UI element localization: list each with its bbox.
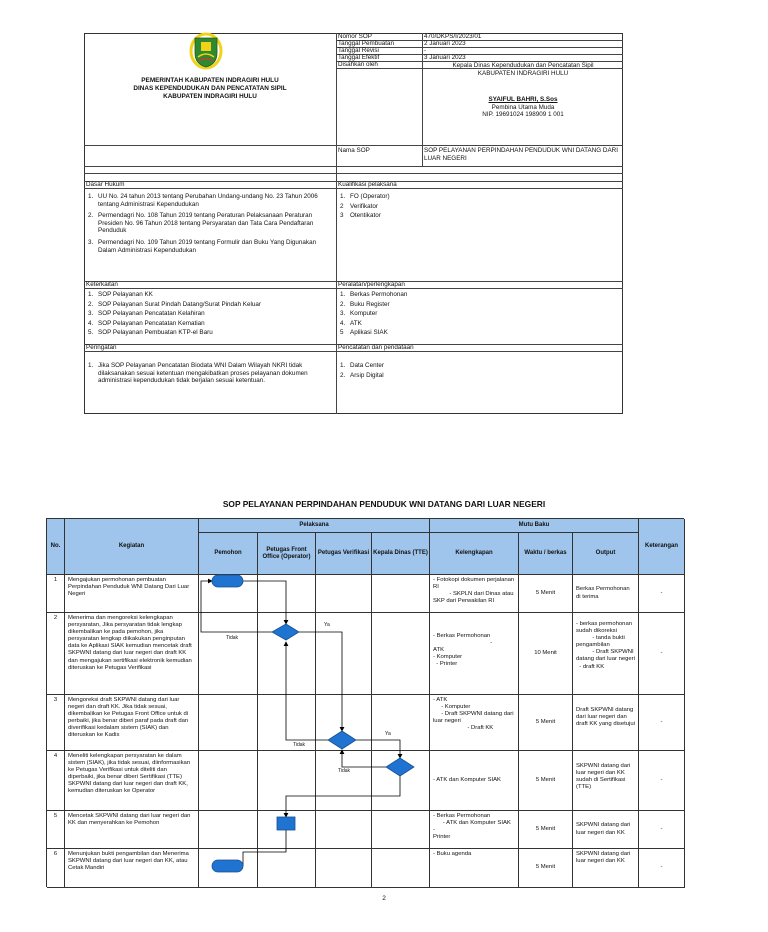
connector-tidak-to-pemohon xyxy=(201,581,272,632)
list-item: 2. Arsip Digital xyxy=(340,371,384,379)
header-kegiatan: Kegiatan xyxy=(65,519,199,575)
header-keterangan: Keterangan xyxy=(639,519,685,575)
list-item: 3. SOP Pelayanan Pencatatan Kelahiran xyxy=(88,310,205,318)
header-pemohon: Pemohon xyxy=(199,533,258,575)
end-terminator-shape xyxy=(212,860,243,872)
row-kelengkapan: - ATK - Komputer - Draft SKPWNI datang dari luar negeri - Draft KK xyxy=(430,695,519,751)
row-waktu: 5 Menit xyxy=(519,751,573,811)
list-item: 1. UU No. 24 tahun 2013 tentang Perubahan Undang-undang No. 23 Tahun 2006 tentang Administrasi Kependudukan xyxy=(88,193,318,208)
row-output: SKPWNI datang dari luar negeri dan KK xyxy=(573,849,639,888)
row-keterangan: - xyxy=(639,575,685,613)
list-item: 2 Verifikator xyxy=(340,202,378,210)
row-kegiatan: Menunjukan bukti pengambilan dan Menerima SKPWNI datang dari luar negeri dan KK, atau Cetak Mandiri xyxy=(65,849,199,888)
header-kelengkapan: Kelengkapan xyxy=(430,533,519,575)
row-keterangan: - xyxy=(639,811,685,849)
flow-title: SOP PELAYANAN PERPINDAHAN PENDUDUK WNI DATANG DARI LUAR NEGERI xyxy=(222,499,546,509)
connector-4-back xyxy=(342,750,386,767)
row-no: 3 xyxy=(47,695,65,751)
row-keterangan: - xyxy=(639,751,685,811)
row-kelengkapan: - ATK dan Komputer SIAK xyxy=(430,751,519,811)
header-no: No. xyxy=(47,519,65,575)
list-item: 4. SOP Pelayanan Pencatatan Kematian xyxy=(88,319,205,327)
approver-block: Kepala Dinas Kependudukan dan Pencatatan Sipil KABUPATEN INDRAGIRI HULU SYAIFUL BAHRI, S.Sos Pembina Utama Muda NIP. 19691024 198909 1 001 xyxy=(424,62,622,119)
connector-4-5 xyxy=(286,776,400,817)
list-item: 3. Komputer xyxy=(340,310,378,318)
dasar-hukum-label: Dasar Hukum xyxy=(86,181,125,188)
row-kelengkapan: - Fotokopi dokumen perjalanan RI - SKPLN dari Dinas atau SKP dari Perwakilan RI xyxy=(430,575,519,613)
approver-name: SYAIFUL BAHRI, S.Sos xyxy=(488,96,558,104)
row-kelengkapan: - Berkas Permohonan - ATK - Komputer - Printer xyxy=(430,613,519,695)
connector-3-4 xyxy=(356,740,400,758)
meta-value-nomor: 470/DKPS/I/2023/01 xyxy=(424,33,482,40)
row-kegiatan: Meneliti kelengkapan persyaratan ke dalam sistem (SIAK), jika tidak sesuai, diinformasikan ke Petugas Verifikasi untuk diteliti dan diperbaiki, jika benar diberi Sertifikasi (TTE) SKPWNI datang dari luar negeri dan draft KK, kemudian diteruskan ke Operator xyxy=(65,751,199,811)
row-kegiatan: Mencetak SKPWNI datang dari luar negeri dan KK dan menyerahkan ke Pemohon xyxy=(65,811,199,849)
start-terminator-shape xyxy=(212,575,243,587)
label-ya: Ya xyxy=(324,622,330,628)
nama-sop-value: SOP PELAYANAN PERPINDAHAN PENDUDUK WNI DATANG DARI LUAR NEGERI xyxy=(424,147,618,162)
nama-sop-label: Nama SOP xyxy=(338,147,370,154)
page-number: 2 xyxy=(382,895,386,902)
row-kegiatan: Mengoreksi draft SKPWNI datang dari luar negeri dan draft KK. Jika tidak sesuai, dikembalikan ke Petugas Front Office untuk di perbaiki, jika benar diberi paraf pada draft dan diverifikasi kedalam sistem (SIAK) dan diteruskan ke Kadis xyxy=(65,695,199,751)
agency-title: PEMERINTAH KABUPATEN INDRAGIRI HULU DINAS KEPENDUDUKAN DAN PENCATATAN SIPIL KABUPATEN INDRAGIRI HULU xyxy=(133,77,287,101)
row-waktu: 10 Menit xyxy=(519,613,573,695)
connector-2-3 xyxy=(299,632,342,731)
list-item: 3 Otentikator xyxy=(340,212,381,220)
connector-5-6 xyxy=(243,830,286,866)
list-item: 1. Data Center xyxy=(340,362,384,369)
row-output: - berkas permohonan sudah dikoreksi - tanda bukti pengambilan - Draft SKPWNI datang dari luar negeri - draft KK xyxy=(573,613,639,695)
row-output: SKPWNI datang dari luar negeri dan KK sudah di Sertifikasi (TTE) xyxy=(573,751,639,811)
list-item: 1. SOP Pelayanan KK xyxy=(88,291,153,298)
decision-diamond-shape xyxy=(386,758,414,776)
row-waktu: 5 Menit xyxy=(519,811,573,849)
header-pelaksana: Pelaksana xyxy=(199,519,430,533)
list-item: 3. Permendagri No. 109 Tahun 2019 tentang Formulir dan Buku Yang Digunakan Dalam Administrasi Kependudukan xyxy=(88,238,317,254)
keterkaitan-label: Keterkaitan xyxy=(86,281,118,288)
meta-label-nomor: Nomor SOP xyxy=(338,33,372,40)
row-no: 6 xyxy=(47,849,65,888)
pencatatan-label: Pencatatan dan pendataan xyxy=(338,344,414,351)
list-item: 2. SOP Pelayanan Surat Pindah Datang/Surat Pindah Keluar xyxy=(88,300,262,308)
row-keterangan: - xyxy=(639,849,685,888)
list-item: 1. FO (Operator) xyxy=(340,193,390,200)
row-output: Berkas Permohonan di terima xyxy=(573,575,639,613)
row-keterangan: - xyxy=(639,613,685,695)
list-item: 4. ATK xyxy=(340,319,362,327)
meta-label-disahkan: Disahkan oleh xyxy=(338,61,378,68)
row-keterangan: - xyxy=(639,695,685,751)
list-item: 5. SOP Pelayanan Pembuatan KTP-el Baru xyxy=(88,329,213,337)
header-waktu: Waktu / berkas xyxy=(519,533,573,575)
header-kadis: Kepala Dinas (TTE) xyxy=(372,533,430,575)
row-waktu: 5 Menit xyxy=(519,849,573,888)
list-item: 5 Aplikasi SIAK xyxy=(340,329,388,337)
row-no: 4 xyxy=(47,751,65,811)
peringatan-label: Peringatan xyxy=(86,344,117,351)
header-front-office: Petugas Front Office (Operator) xyxy=(258,533,316,575)
header-mutu-baku: Mutu Baku xyxy=(430,519,639,533)
connector-1-2 xyxy=(243,581,286,624)
meta-value-pembuatan: 2 Januari 2023 xyxy=(424,40,466,47)
row-no: 1 xyxy=(47,575,65,613)
row-waktu: 5 Menit xyxy=(519,695,573,751)
row-output: SKPWNI datang dari luar negeri dan KK xyxy=(573,811,639,849)
row-kelengkapan: - Berkas Permohonan - ATK dan Komputer SIAK - Printer xyxy=(430,811,519,849)
approver-nip: NIP. 19691024 198909 1 001 xyxy=(482,111,564,119)
connector-3-back xyxy=(286,642,328,740)
meta-label-pembuatan: Tanggal Pembuatan xyxy=(338,40,395,47)
header-output: Output xyxy=(573,533,639,575)
label-ya: Ya xyxy=(385,731,391,737)
meta-label-efektif: Tanggal Efektif xyxy=(338,54,380,61)
meta-label-revisi: Tanggal Revisi xyxy=(338,47,379,54)
decision-diamond-shape xyxy=(272,624,299,640)
header-verifikasi: Petugas Verifikasi xyxy=(316,533,372,575)
list-item: 1. Berkas Permohonan xyxy=(340,291,408,298)
process-box-shape xyxy=(277,817,295,830)
row-waktu: 5 Menit xyxy=(519,575,573,613)
meta-value-efektif: 3 Januari 2023 xyxy=(424,54,466,61)
list-item: 2. Buku Register xyxy=(340,300,390,308)
label-tidak: Tidak xyxy=(226,635,239,641)
kualifikasi-label: Kualifikasi pelaksana xyxy=(338,181,397,188)
list-item: 2. Permendagri No. 108 Tahun 2019 tentang Peraturan Pelaksanaan Peraturan Presiden No. 96 Tahun 2018 tentang Persyaratan dan Tata Cara Pendaftaran Penduduk xyxy=(88,212,314,235)
row-kelengkapan: - Buku agenda xyxy=(430,849,519,888)
meta-value-revisi: - xyxy=(424,47,427,54)
label-tidak: Tidak xyxy=(293,742,306,748)
approver-rank: Pembina Utama Muda xyxy=(491,103,555,111)
label-tidak: Tidak xyxy=(338,768,351,774)
peralatan-label: Peralatan/perlengkapan xyxy=(338,281,405,288)
row-kegiatan: Menerima dan mengoreksi kelengkapan persyaratan, Jika persyaratan tidak lengkap dikembalikan ke pada pemohon, jika persyaratan lengkap diikakukan penginputan data ke Aplikasi SIAK kemudian mencetak draft SKPWNI datang dari luar negeri dan draft KK dan mengajukan sertifikasi elektronik kemudian diteruskan ke Petugas Verifikasi xyxy=(65,613,199,695)
decision-diamond-shape xyxy=(328,731,356,749)
row-no: 2 xyxy=(47,613,65,695)
row-kegiatan: Mengajukan permohonan pembuatan Perpindahan Penduduk WNI Datang Dari Luar Negeri xyxy=(65,575,199,613)
row-no: 5 xyxy=(47,811,65,849)
row-output: Draft SKPWNI datang dari luar negeri dan draft KK yang disetujui xyxy=(573,695,639,751)
list-item: 1. Jika SOP Pelayanan Pencatatan Biodata WNI Dalam Wilayah NKRI tidak dilaksanakan sesuai ketentuan mengakibatkan proses pelayanan dokumen administrasi kependudukan tidak berjalan sesuai ketentuan. xyxy=(88,362,308,385)
